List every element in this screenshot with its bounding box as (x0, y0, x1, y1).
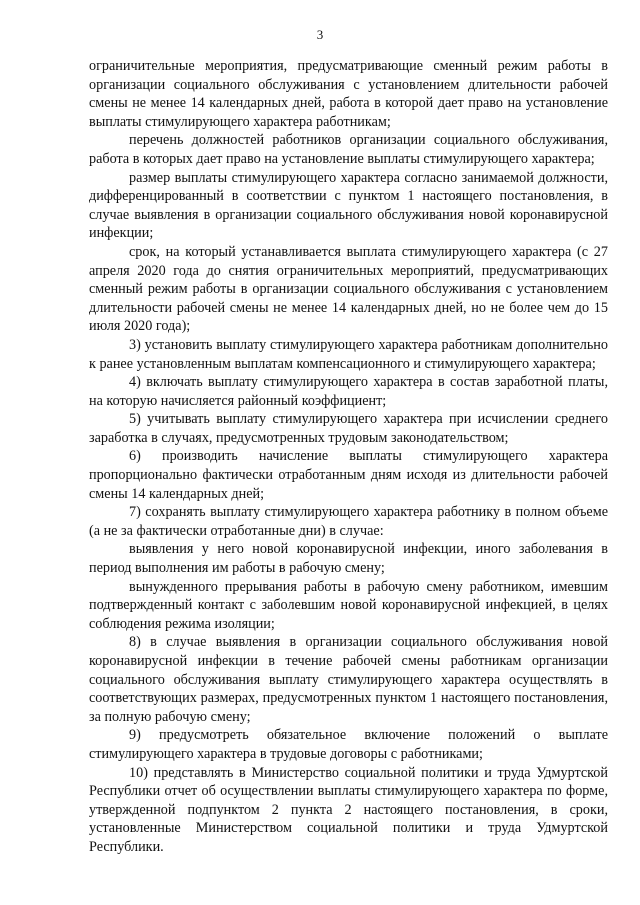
page-number: 3 (316, 27, 324, 42)
paragraph-continuation: ограничительные мероприятия, предусматривающие сменный режим работы в организации социального обслуживания с установлением длительности рабочей смены не менее 14 календарных дней, работа в которой дает право на установление выплаты стимулирующего характера работникам; (89, 58, 608, 130)
paragraph: 6) производить начисление выплаты стимулирующего характера пропорционально фактически отработанным дням исходя из длительности рабочей смены 14 календарных дней; (89, 448, 608, 502)
paragraph: срок, на который устанавливается выплата стимулирующего характера (с 27 апреля 2020 года до снятия ограничительных мероприятий, предусматривающих сменный режим работы в организации социального обслуживания с установлением длительности рабочей смены не менее 14 календарных дней, но не более чем до 15 июля 2020 года); (89, 243, 608, 335)
paragraph: 10) представлять в Министерство социальной политики и труда Удмуртской Республики отчет об осуществлении выплаты стимулирующего характера по форме, утвержденной подпунктом 2 пункта 2 настоящего постановления, в сроки, установленные Министерством социальной политики и труда Удмуртской Республики. (89, 764, 608, 855)
document-body (89, 57, 608, 857)
paragraph: 9) предусмотреть обязательное включение положений о выплате стимулирующего характера в трудовые договоры с работниками; (89, 727, 608, 762)
paragraph: вынужденного прерывания работы в рабочую смену работником, имевшим подтвержденный контакт с заболевшим новой коронавирусной инфекцией, в целях соблюдения режима изоляции; (89, 578, 608, 632)
paragraph: 7) сохранять выплату стимулирующего характера работнику в полном объеме (а не за фактически отработанные дни) в случае: (89, 504, 608, 539)
paragraph: выявления у него новой коронавирусной инфекции, иного заболевания в период выполнения им работы в рабочую смену; (89, 541, 608, 577)
paragraph: перечень должностей работников организации социального обслуживания, работа в которых дает право на установление выплаты стимулирующего характера; (89, 132, 608, 167)
paragraph: 4) включать выплату стимулирующего характера в состав заработной платы, на которую начисляется районный коэффициент; (89, 374, 608, 409)
paragraph: размер выплаты стимулирующего характера согласно занимаемой должности, дифференцированный в соответствии с пунктом 1 настоящего постановления, в случае выявления в организации социального обслуживания новой коронавирусной инфекции; (89, 169, 608, 242)
paragraph: 3) установить выплату стимулирующего характера работникам дополнительно к ранее установленным выплатам компенсационного и стимулирующего характера; (89, 336, 608, 372)
paragraph: 5) учитывать выплату стимулирующего характера при исчислении среднего заработка в случаях, предусмотренных трудовым законодательством; (89, 411, 608, 446)
paragraph: 8) в случае выявления в организации социального обслуживания новой коронавирусной инфекции в течение рабочей смены работникам организации социального обслуживания выплату стимулирующего характера осуществлять в соответствующих размерах, предусмотренных пунктом 1 настоящего постановления, за полную рабочую смену; (89, 634, 608, 725)
